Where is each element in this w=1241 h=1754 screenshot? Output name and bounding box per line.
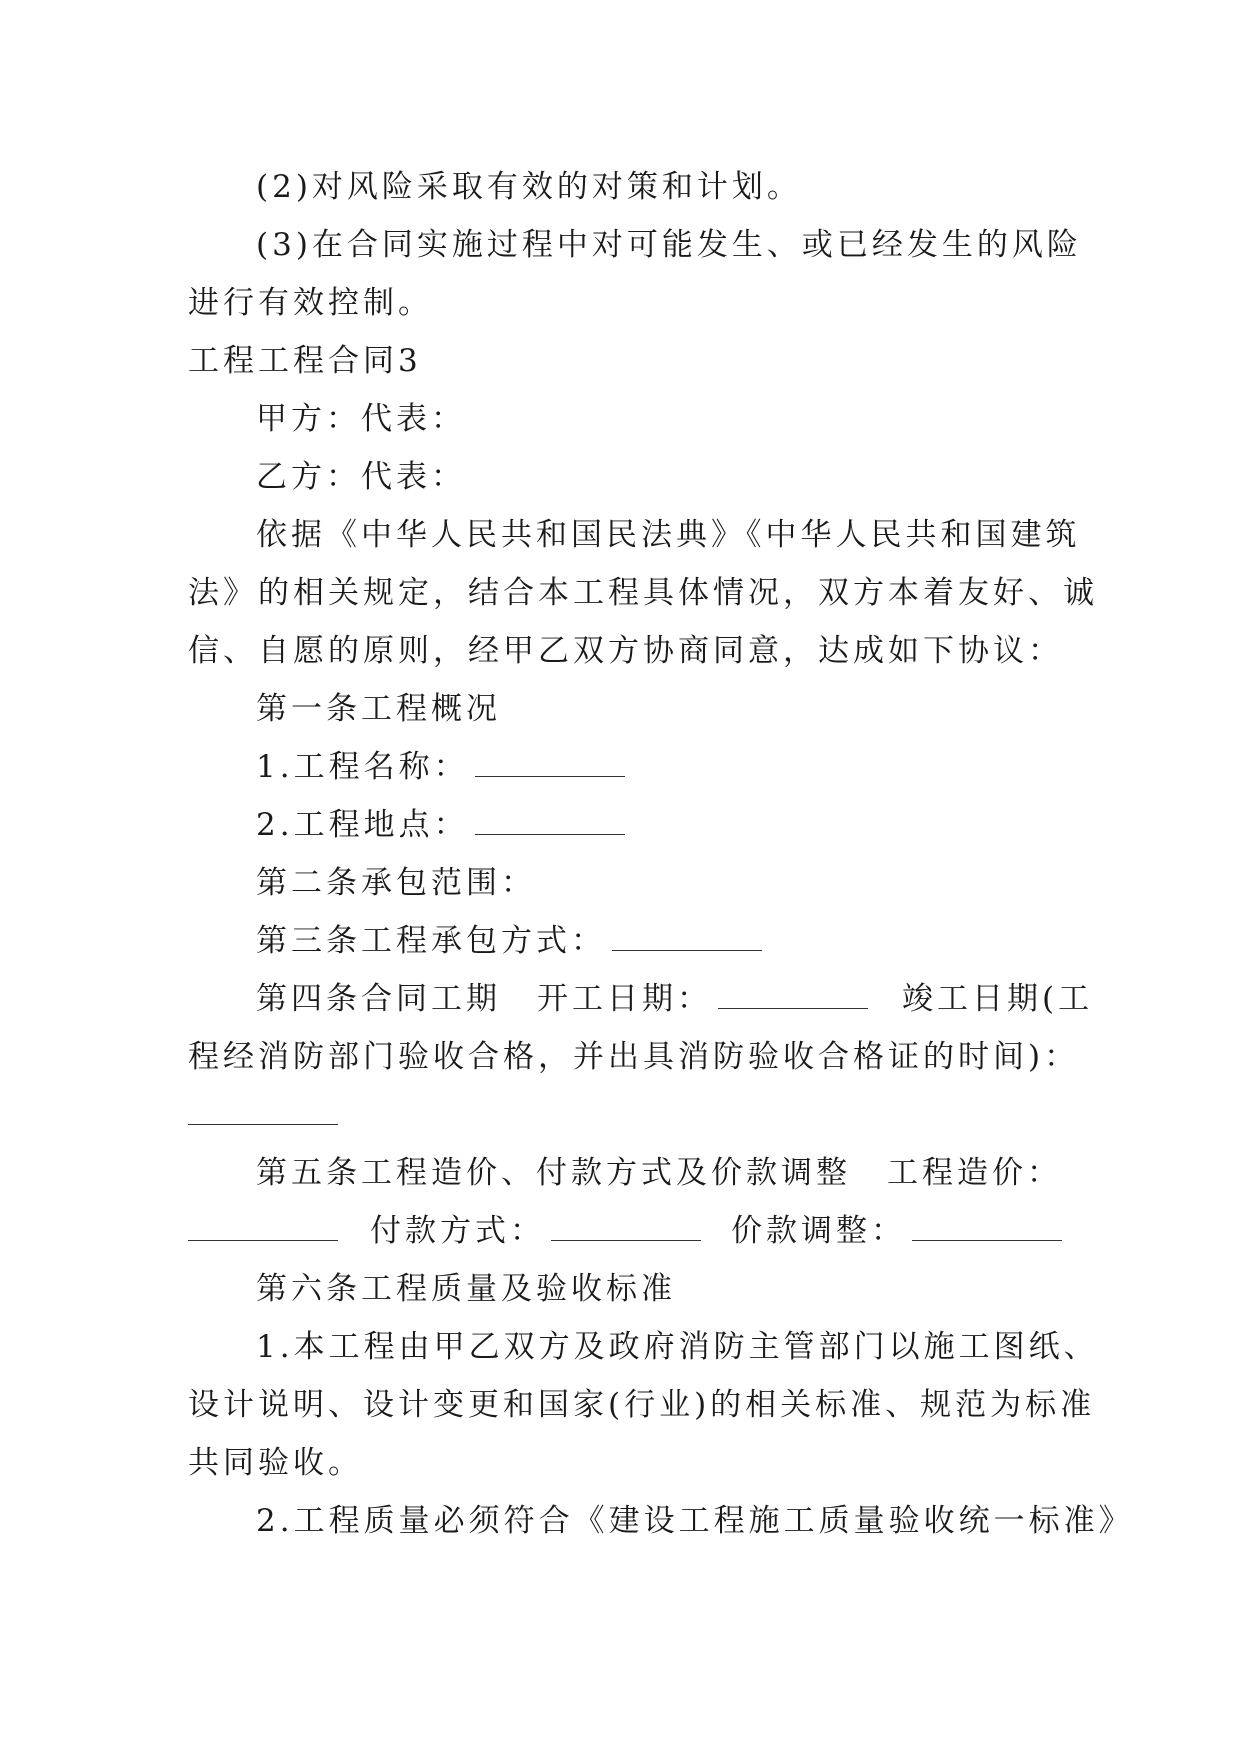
fill-in-blank[interactable]	[475, 748, 625, 777]
text: (2)对风险采取有效的对策和计划。	[256, 169, 802, 205]
paragraph-line	[256, 515, 1081, 555]
text: 竣工日期(工	[902, 981, 1094, 1017]
text: 第二条承包范围：	[256, 865, 536, 901]
fill-in-blank[interactable]	[912, 1212, 1062, 1241]
text: 付款方式：	[370, 1213, 545, 1249]
text: 共同验收。	[188, 1445, 363, 1481]
party-a-line	[256, 399, 466, 439]
paragraph-line	[256, 1501, 1134, 1541]
paragraph-line	[188, 1385, 1095, 1425]
text: 2.工程地点：	[256, 807, 469, 843]
text: 依据《中华人民共和国民法典》《中华人民共和国建筑	[256, 517, 1081, 553]
text: 1.本工程由甲乙双方及政府消防主管部门以施工图纸、	[256, 1329, 1099, 1365]
fill-in-blank[interactable]	[612, 922, 762, 951]
payment-line	[188, 1211, 1062, 1251]
text: 第四条合同工期	[256, 981, 501, 1017]
project-location-line	[256, 805, 625, 845]
contract-period-line	[256, 979, 1093, 1019]
text: 2.工程质量必须符合《建设工程施工质量验收统一标准》	[256, 1503, 1134, 1539]
paragraph-line	[256, 225, 1082, 265]
section-heading	[188, 341, 422, 381]
text: 乙方：代表：	[256, 459, 466, 495]
text: 进行有效控制。	[188, 285, 433, 321]
clause-heading	[256, 1269, 676, 1309]
paragraph-line	[188, 283, 433, 323]
fill-in-blank[interactable]	[551, 1212, 701, 1241]
project-name-line	[256, 747, 625, 787]
completion-date-blank-line	[188, 1095, 338, 1135]
fill-in-blank[interactable]	[718, 980, 868, 1009]
paragraph-line	[256, 1327, 1099, 1367]
text: 甲方：代表：	[256, 401, 466, 437]
paragraph-line	[188, 1443, 363, 1483]
fill-in-blank[interactable]	[188, 1212, 338, 1241]
clause-heading	[256, 863, 536, 903]
clause-heading	[256, 689, 501, 729]
clause-heading	[256, 1153, 1062, 1193]
paragraph-line	[188, 1037, 1079, 1077]
text: 法》的相关规定，结合本工程具体情况，双方本着友好、诚	[188, 575, 1098, 611]
party-b-line	[256, 457, 466, 497]
fill-in-blank[interactable]	[475, 806, 625, 835]
contract-method-line	[256, 921, 762, 961]
text: 信、自愿的原则，经甲乙双方协商同意，达成如下协议：	[188, 633, 1063, 669]
text: 第三条工程承包方式：	[256, 923, 606, 959]
fill-in-blank[interactable]	[188, 1096, 338, 1125]
heading-text: 工程工程合同3	[188, 343, 422, 379]
paragraph-line	[256, 167, 802, 207]
text: 工程造价：	[887, 1155, 1062, 1191]
text: 第一条工程概况	[256, 691, 501, 727]
text: (3)在合同实施过程中对可能发生、或已经发生的风险	[256, 227, 1082, 263]
text: 1.工程名称：	[256, 749, 469, 785]
paragraph-line	[188, 573, 1098, 613]
text: 第六条工程质量及验收标准	[256, 1271, 676, 1307]
paragraph-line	[188, 631, 1063, 671]
text: 设计说明、设计变更和国家(行业)的相关标准、规范为标准	[188, 1387, 1096, 1423]
text: 价款调整：	[731, 1213, 906, 1249]
text: 程经消防部门验收合格，并出具消防验收合格证的时间)：	[188, 1039, 1080, 1075]
text: 第五条工程造价、付款方式及价款调整	[256, 1155, 851, 1191]
text: 开工日期：	[537, 981, 712, 1017]
